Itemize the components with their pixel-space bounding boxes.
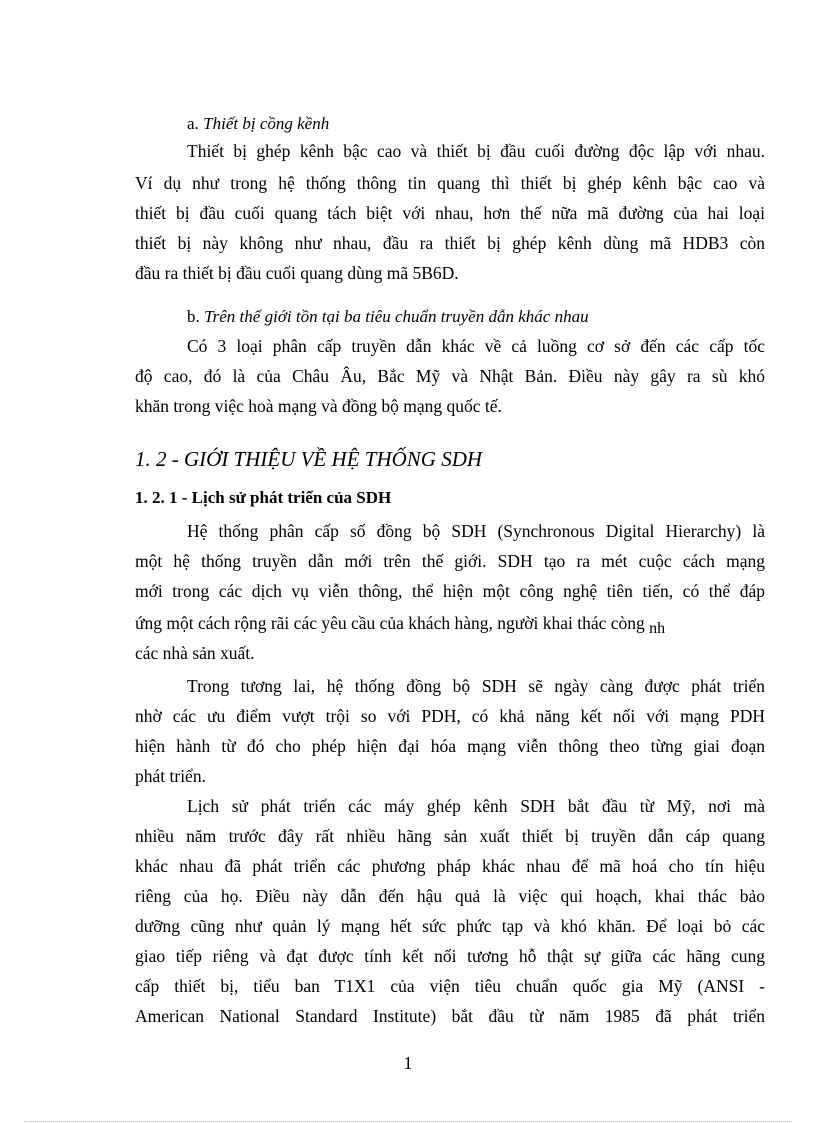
subheading-a [187,112,329,135]
subheading-b-title: Trên thế giới tồn tại ba tiêu chuẩn truyền dẫn khác nhau [204,307,589,326]
paragraph-line: Có 3 loại phân cấp truyền dẫn khác về cả luồng cơ sở đến các cấp tốc [187,336,765,356]
paragraph-line-suffix: nh [649,620,666,637]
section-heading: 1. 2 - GIỚI THIỆU VỀ HỆ THỐNG SDH [135,447,483,471]
page-bottom-divider [24,1121,792,1122]
paragraph-line: nhiều năm trước đây rất nhiều hãng sản xuất thiết bị truyền dẫn cáp quang [135,826,765,846]
paragraph-line: dưỡng cũng như quản lý mạng hết sức phức tạp và khó khăn. Để loại bỏ các [135,916,765,936]
subsection-number: 1. 2. 1 - [135,488,188,507]
subheading-a-title: Thiết bị cồng kềnh [203,114,330,133]
paragraph-line: độ cao, đó là của Châu Âu, Bắc Mỹ và Nhật Bản. Điều này gây ra sù khó [135,366,765,386]
paragraph-line: hiện hành từ đó cho phép hiện đại hóa mạng viễn thông theo từng giai đoạn [135,736,765,756]
paragraph-line: thiết bị đầu cuối quang tách biệt với nhau, hơn thế nữa mã đường của hai loại [135,203,765,223]
paragraph-line: khăn trong việc hoà mạng và đồng bộ mạng quốc tế. [135,396,502,416]
page-number: 1 [403,1053,413,1073]
subheading-b-label: b. [187,307,200,326]
subsection-title: Lịch sử phát triển của SDH [191,488,392,507]
paragraph-line: American National Standard Institute) bắt đầu từ năm 1985 đã phát triển [135,1006,765,1026]
paragraph-line: riêng của họ. Điều này dẫn đến hậu quả là việc qui hoạch, khai thác bảo [135,886,765,906]
subheading-b [187,305,589,328]
paragraph-line: cấp thiết bị, tiểu ban T1X1 của viện tiêu chuẩn quốc gia Mỹ (ANSI - [135,976,765,996]
paragraph-line: nhờ các ưu điểm vượt trội so với PDH, có khả năng kết nối với mạng PDH [135,706,765,726]
paragraph-line-with-suffix [135,612,765,636]
subsection-heading [135,487,391,509]
paragraph-line: các nhà sản xuất. [135,643,255,663]
paragraph-line: Trong tương lai, hệ thống đồng bộ SDH sẽ ngày càng được phát triển [187,676,765,696]
paragraph-line: một hệ thống truyền dẫn mới trên thế giới. SDH tạo ra mét cuộc cách mạng [135,551,765,571]
paragraph-line: giao tiếp riêng và đạt được tính kết nối tương hỗ thật sự giữa các hãng cung [135,946,765,966]
paragraph-line: Hệ thống phân cấp số đồng bộ SDH (Synchronous Digital Hierarchy) là [187,521,765,541]
paragraph-line: thiết bị này không như nhau, đầu ra thiết bị ghép kênh dùng mã HDB3 còn [135,233,765,253]
paragraph-line: phát triển. [135,766,206,786]
subheading-a-label: a. [187,114,199,133]
paragraph-line: Lịch sử phát triển các máy ghép kênh SDH bắt đầu từ Mỹ, nơi mà [187,796,765,816]
paragraph-line-text: ứng một cách rộng rãi các yêu cầu của khách hàng, người khai thác còng [135,613,650,633]
paragraph-line: Thiết bị ghép kênh bậc cao và thiết bị đầu cuối đường độc lập với nhau. [187,141,765,161]
paragraph-line: đầu ra thiết bị đầu cuối quang dùng mã 5B6D. [135,263,459,283]
paragraph-line: Ví dụ như trong hệ thống thông tin quang thì thiết bị ghép kênh bậc cao và [135,173,765,193]
paragraph-line: khác nhau đã phát triển các phương pháp khác nhau để mã hoá cho tín hiệu [135,856,765,876]
paragraph-line: mới trong các dịch vụ viễn thông, thể hiện một công nghệ tiên tiến, có thể đáp [135,581,765,601]
